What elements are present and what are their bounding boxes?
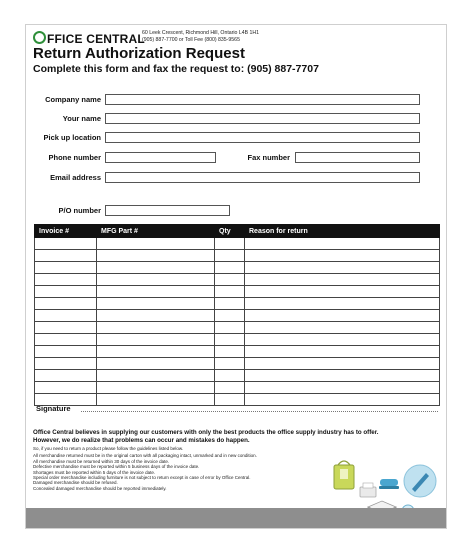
reason-cell[interactable] <box>245 286 440 298</box>
guideline-line: All merchandise returned must be in the original carton with all packaging intact, unmarked and in new condition. <box>33 453 257 459</box>
your-name-label: Your name <box>62 114 101 123</box>
qty-cell[interactable] <box>215 346 245 358</box>
mfg-part-cell[interactable] <box>97 250 215 262</box>
reason-cell[interactable] <box>245 238 440 250</box>
qty-cell[interactable] <box>215 310 245 322</box>
company-name-label: Company name <box>45 95 101 104</box>
table-row <box>35 274 440 286</box>
reason-cell[interactable] <box>245 346 440 358</box>
mfg-part-cell[interactable] <box>97 238 215 250</box>
qty-cell[interactable] <box>215 274 245 286</box>
mfg-part-cell[interactable] <box>97 358 215 370</box>
qty-cell[interactable] <box>215 286 245 298</box>
mfg-part-column-header: MFG Part # <box>97 225 215 238</box>
qty-cell[interactable] <box>215 394 245 406</box>
table-row <box>35 370 440 382</box>
company-address <box>142 30 259 43</box>
return-guidelines <box>33 446 333 491</box>
table-row <box>35 238 440 250</box>
table-row <box>35 298 440 310</box>
form-title: Return Authorization Request <box>33 45 245 62</box>
invoice-column-header: Invoice # <box>35 225 97 238</box>
po-number-field[interactable] <box>105 205 230 216</box>
mfg-part-cell[interactable] <box>97 286 215 298</box>
table-row <box>35 286 440 298</box>
phone-line: (905) 887-7700 or Toll Fee (800) 835-9565 <box>142 36 240 43</box>
fax-number-label: Fax number <box>247 153 290 162</box>
qty-cell[interactable] <box>215 334 245 346</box>
mfg-part-cell[interactable] <box>97 322 215 334</box>
guideline-line: Concealed damaged merchandise should be reported immediately. <box>33 485 167 491</box>
guideline-line: Damaged merchandise should be refused. <box>33 480 118 486</box>
table-row <box>35 310 440 322</box>
logo-ring-icon <box>33 31 46 44</box>
form-page <box>25 24 447 529</box>
qty-cell[interactable] <box>215 370 245 382</box>
mfg-part-cell[interactable] <box>97 370 215 382</box>
reason-cell[interactable] <box>245 358 440 370</box>
stapler-icon <box>379 479 399 489</box>
your-name-field[interactable] <box>105 113 420 124</box>
signature-label: Signature <box>36 404 71 413</box>
reason-cell[interactable] <box>245 370 440 382</box>
table-row <box>35 262 440 274</box>
reason-cell[interactable] <box>245 274 440 286</box>
table-row <box>35 394 440 406</box>
pickup-location-label: Pick up location <box>43 133 101 142</box>
shopping-bag-icon <box>334 461 354 489</box>
table-row <box>35 322 440 334</box>
reason-cell[interactable] <box>245 250 440 262</box>
pen-circle-icon <box>404 465 436 497</box>
reason-cell[interactable] <box>245 394 440 406</box>
table-row <box>35 382 440 394</box>
invoice-cell[interactable] <box>35 298 97 310</box>
reason-cell[interactable] <box>245 382 440 394</box>
policy-intro-line: However, we do realize that problems can occur and mistakes do happen. <box>33 436 250 444</box>
mfg-part-cell[interactable] <box>97 262 215 274</box>
reason-cell[interactable] <box>245 322 440 334</box>
company-name-field[interactable] <box>105 94 420 105</box>
invoice-cell[interactable] <box>35 310 97 322</box>
invoice-cell[interactable] <box>35 370 97 382</box>
invoice-cell[interactable] <box>35 334 97 346</box>
qty-cell[interactable] <box>215 358 245 370</box>
mfg-part-cell[interactable] <box>97 298 215 310</box>
reason-cell[interactable] <box>245 262 440 274</box>
qty-cell[interactable] <box>215 382 245 394</box>
phone-number-label: Phone number <box>48 153 101 162</box>
mfg-part-cell[interactable] <box>97 274 215 286</box>
qty-cell[interactable] <box>215 250 245 262</box>
table-header-row <box>35 225 440 238</box>
invoice-cell[interactable] <box>35 274 97 286</box>
invoice-cell[interactable] <box>35 250 97 262</box>
policy-intro-line: Office Central believes in supplying our customers with only the best products the office supply industry has to offer. <box>33 429 379 436</box>
qty-cell[interactable] <box>215 262 245 274</box>
reason-column-header: Reason for return <box>245 225 440 238</box>
invoice-cell[interactable] <box>35 262 97 274</box>
policy-intro <box>33 429 443 444</box>
qty-cell[interactable] <box>215 322 245 334</box>
table-row <box>35 250 440 262</box>
company-logo: FFICE CENTRAL <box>33 31 145 46</box>
mfg-part-cell[interactable] <box>97 382 215 394</box>
invoice-cell[interactable] <box>35 358 97 370</box>
guideline-line: So, if you need to return a product please follow the guidelines listed below. <box>33 446 184 451</box>
reason-cell[interactable] <box>245 298 440 310</box>
mfg-part-cell[interactable] <box>97 346 215 358</box>
reason-cell[interactable] <box>245 310 440 322</box>
form-subtitle: Complete this form and fax the request to: (905) 887-7707 <box>33 63 319 75</box>
guideline-line: Special order merchandise including furniture is not subject to return except in case of error by Office Central. <box>33 475 251 481</box>
invoice-cell[interactable] <box>35 346 97 358</box>
invoice-cell[interactable] <box>35 382 97 394</box>
fax-number-field[interactable] <box>295 152 420 163</box>
guideline-line: All merchandise must be returned within 30 days of the invoice date. <box>33 458 170 464</box>
email-address-field[interactable] <box>105 172 420 183</box>
email-address-label: Email address <box>50 173 101 182</box>
printer-icon <box>360 483 376 497</box>
guideline-line: Defective merchandise must be reported within 5 business days of the invoice date. <box>33 464 200 470</box>
table-row <box>35 334 440 346</box>
po-number-label: P/O number <box>58 206 101 215</box>
footer-bar <box>26 508 446 528</box>
signature-line[interactable] <box>81 411 438 412</box>
qty-column-header: Qty <box>215 225 245 238</box>
invoice-cell[interactable] <box>35 322 97 334</box>
invoice-cell[interactable] <box>35 238 97 250</box>
guideline-line: Shortages must be reported within 5 days of the invoice date. <box>33 469 156 475</box>
reason-cell[interactable] <box>245 334 440 346</box>
mfg-part-cell[interactable] <box>97 394 215 406</box>
table-row <box>35 358 440 370</box>
table-row <box>35 346 440 358</box>
pickup-location-field[interactable] <box>105 132 420 143</box>
phone-number-field[interactable] <box>105 152 216 163</box>
invoice-cell[interactable] <box>35 286 97 298</box>
mfg-part-cell[interactable] <box>97 334 215 346</box>
returns-table <box>34 224 440 406</box>
address-line: 60 Leek Crescent, Richmond Hill, Ontario L4B 1H1 <box>142 30 260 36</box>
mfg-part-cell[interactable] <box>97 310 215 322</box>
qty-cell[interactable] <box>215 238 245 250</box>
qty-cell[interactable] <box>215 298 245 310</box>
